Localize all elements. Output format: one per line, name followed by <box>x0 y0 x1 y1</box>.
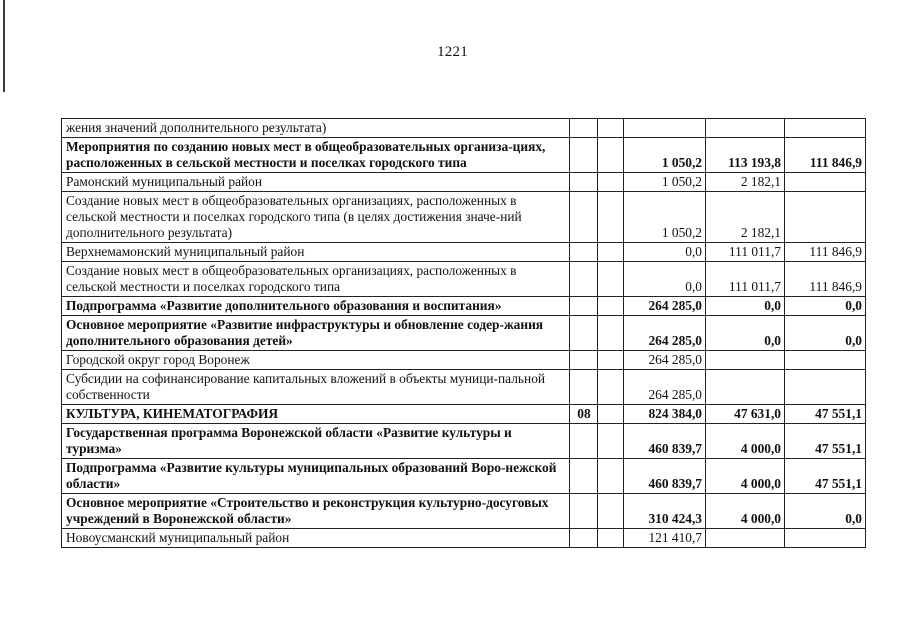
table-row <box>62 316 866 351</box>
section-code-cell <box>570 173 598 192</box>
row-name-cell: жения значений дополнительного результата) <box>62 119 570 138</box>
row-name-cell: Подпрограмма «Развитие дополнительного образования и воспитания» <box>62 297 570 316</box>
section-code-cell <box>570 297 598 316</box>
amount-cell-3: 47 551,1 <box>785 405 866 424</box>
section-code-cell <box>570 529 598 548</box>
table-row <box>62 173 866 192</box>
subsection-code-cell <box>598 262 624 297</box>
amount-cell-3 <box>785 370 866 405</box>
amount-cell-3: 111 846,9 <box>785 262 866 297</box>
amount-cell-1: 264 285,0 <box>624 370 706 405</box>
row-name-cell: Государственная программа Воронежской области «Развитие культуры и туризма» <box>62 424 570 459</box>
amount-cell-3: 111 846,9 <box>785 138 866 173</box>
amount-cell-3: 0,0 <box>785 316 866 351</box>
amount-cell-2 <box>706 370 785 405</box>
subsection-code-cell <box>598 173 624 192</box>
table-row <box>62 262 866 297</box>
amount-cell-1: 1 050,2 <box>624 173 706 192</box>
row-name-cell: КУЛЬТУРА, КИНЕМАТОГРАФИЯ <box>62 405 570 424</box>
row-name-cell: Создание новых мест в общеобразовательных организациях, расположенных в сельской местности и поселках городского типа <box>62 262 570 297</box>
subsection-code-cell <box>598 370 624 405</box>
table-row <box>62 459 866 494</box>
section-code-cell: 08 <box>570 405 598 424</box>
amount-cell-2: 4 000,0 <box>706 459 785 494</box>
amount-cell-1: 264 285,0 <box>624 297 706 316</box>
amount-cell-1: 264 285,0 <box>624 351 706 370</box>
amount-cell-1 <box>624 119 706 138</box>
section-code-cell <box>570 459 598 494</box>
row-name-cell: Субсидии на софинансирование капитальных вложений в объекты муници-пальной собственности <box>62 370 570 405</box>
amount-cell-1: 460 839,7 <box>624 424 706 459</box>
row-name-cell: Городской округ город Воронеж <box>62 351 570 370</box>
amount-cell-2: 0,0 <box>706 316 785 351</box>
amount-cell-3: 111 846,9 <box>785 243 866 262</box>
table-row <box>62 351 866 370</box>
table-row <box>62 405 866 424</box>
row-name-cell: Мероприятия по созданию новых мест в общеобразовательных организа-циях, расположенных в сельской местности и поселках городского типа <box>62 138 570 173</box>
section-code-cell <box>570 138 598 173</box>
amount-cell-3: 0,0 <box>785 297 866 316</box>
table-row <box>62 424 866 459</box>
subsection-code-cell <box>598 405 624 424</box>
subsection-code-cell <box>598 529 624 548</box>
amount-cell-1: 1 050,2 <box>624 192 706 243</box>
amount-cell-2: 4 000,0 <box>706 424 785 459</box>
amount-cell-3 <box>785 351 866 370</box>
amount-cell-1: 824 384,0 <box>624 405 706 424</box>
row-name-cell: Основное мероприятие «Развитие инфраструктуры и обновление содер-жания дополнительного образования детей» <box>62 316 570 351</box>
amount-cell-1: 121 410,7 <box>624 529 706 548</box>
table-row <box>62 370 866 405</box>
row-name-cell: Верхнемамонский муниципальный район <box>62 243 570 262</box>
amount-cell-3: 47 551,1 <box>785 424 866 459</box>
table-row <box>62 119 866 138</box>
row-name-cell: Новоусманский муниципальный район <box>62 529 570 548</box>
table-row <box>62 494 866 529</box>
amount-cell-2 <box>706 119 785 138</box>
row-name-cell: Подпрограмма «Развитие культуры муниципальных образований Воро-нежской области» <box>62 459 570 494</box>
amount-cell-1: 264 285,0 <box>624 316 706 351</box>
table-row <box>62 192 866 243</box>
section-code-cell <box>570 119 598 138</box>
amount-cell-2: 0,0 <box>706 297 785 316</box>
section-code-cell <box>570 370 598 405</box>
section-code-cell <box>570 316 598 351</box>
amount-cell-3 <box>785 173 866 192</box>
subsection-code-cell <box>598 138 624 173</box>
amount-cell-1: 460 839,7 <box>624 459 706 494</box>
amount-cell-1: 1 050,2 <box>624 138 706 173</box>
table-row <box>62 138 866 173</box>
section-code-cell <box>570 262 598 297</box>
amount-cell-1: 0,0 <box>624 243 706 262</box>
amount-cell-3: 0,0 <box>785 494 866 529</box>
section-code-cell <box>570 494 598 529</box>
subsection-code-cell <box>598 243 624 262</box>
budget-table <box>61 118 866 548</box>
amount-cell-2: 111 011,7 <box>706 243 785 262</box>
row-name-cell: Рамонский муниципальный район <box>62 173 570 192</box>
table-row <box>62 243 866 262</box>
amount-cell-3 <box>785 119 866 138</box>
amount-cell-2: 111 011,7 <box>706 262 785 297</box>
table-row <box>62 529 866 548</box>
subsection-code-cell <box>598 119 624 138</box>
amount-cell-3 <box>785 192 866 243</box>
subsection-code-cell <box>598 424 624 459</box>
budget-table-body <box>62 119 866 548</box>
amount-cell-2 <box>706 529 785 548</box>
section-code-cell <box>570 424 598 459</box>
page-number: 1221 <box>437 44 468 60</box>
row-name-cell: Основное мероприятие «Строительство и реконструкция культурно-досуговых учреждений в Воронежской области» <box>62 494 570 529</box>
subsection-code-cell <box>598 351 624 370</box>
section-code-cell <box>570 192 598 243</box>
amount-cell-1: 0,0 <box>624 262 706 297</box>
amount-cell-2: 4 000,0 <box>706 494 785 529</box>
amount-cell-2: 47 631,0 <box>706 405 785 424</box>
section-code-cell <box>570 243 598 262</box>
amount-cell-2: 2 182,1 <box>706 192 785 243</box>
amount-cell-3 <box>785 529 866 548</box>
amount-cell-3: 47 551,1 <box>785 459 866 494</box>
amount-cell-1: 310 424,3 <box>624 494 706 529</box>
amount-cell-2 <box>706 351 785 370</box>
subsection-code-cell <box>598 316 624 351</box>
table-row <box>62 297 866 316</box>
subsection-code-cell <box>598 459 624 494</box>
row-name-cell: Создание новых мест в общеобразовательных организациях, расположенных в сельской местности и поселках городского типа (в целях достижения значе-ний дополнительного результата) <box>62 192 570 243</box>
amount-cell-2: 113 193,8 <box>706 138 785 173</box>
subsection-code-cell <box>598 494 624 529</box>
section-code-cell <box>570 351 598 370</box>
amount-cell-2: 2 182,1 <box>706 173 785 192</box>
subsection-code-cell <box>598 192 624 243</box>
subsection-code-cell <box>598 297 624 316</box>
